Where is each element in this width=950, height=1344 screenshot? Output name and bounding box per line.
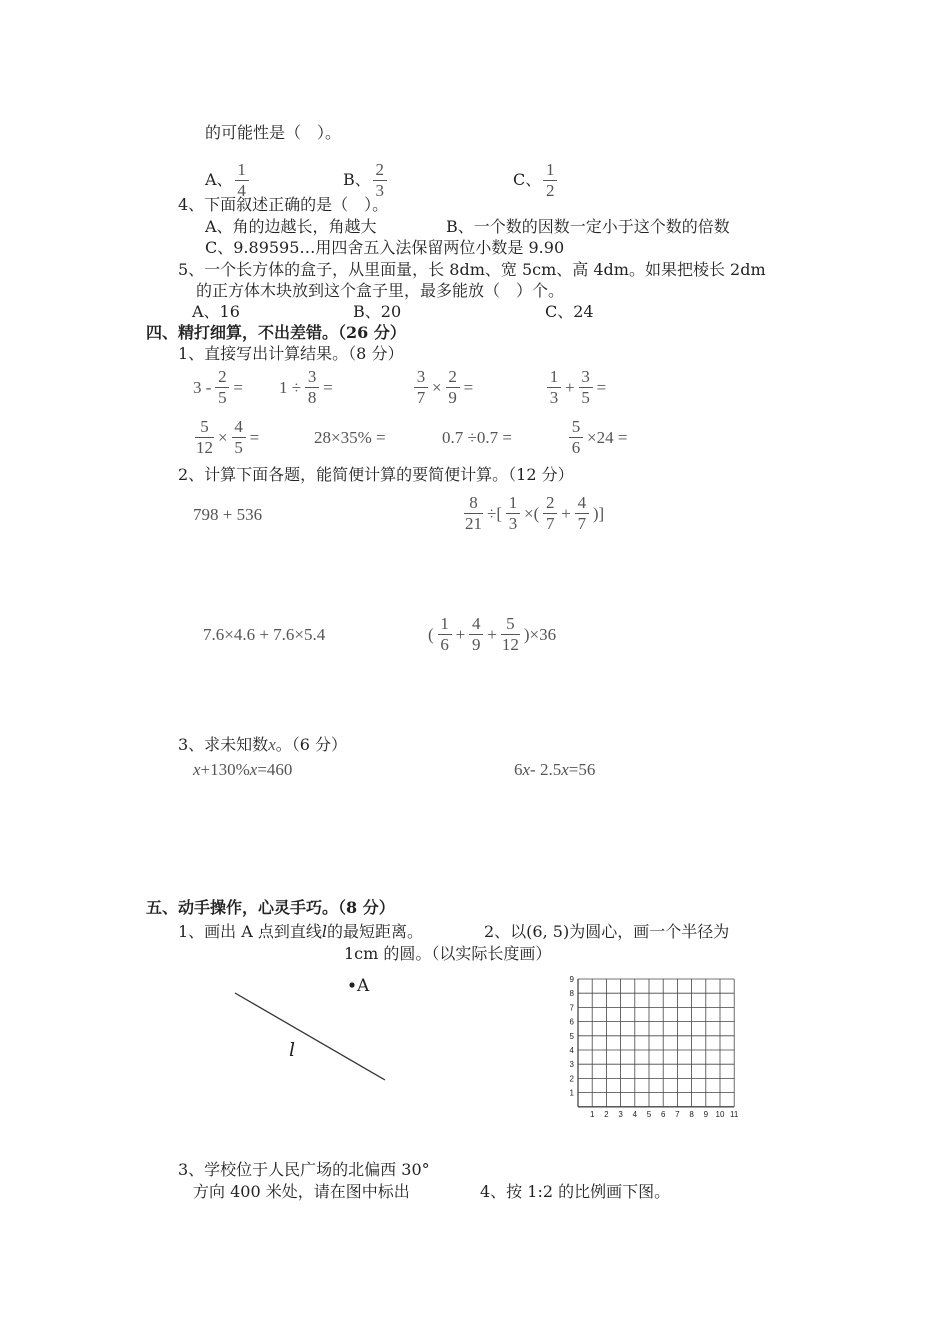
sec5-q1: 1、画出 A 点到直线l的最短距离。: [178, 922, 424, 941]
q5-option-a: A、16: [192, 302, 240, 321]
q3-tail: 的可能性是（ ）。: [205, 123, 342, 142]
simplify-2: $\frac{8}{21}$ ÷[ $\frac{1}{3}$ ×( $\frac{2}{7}$ + $\frac{4}{7}$ )]: [465, 493, 605, 533]
line-l-label: l: [289, 1039, 296, 1061]
simplify-1: 798 + 536: [193, 505, 263, 524]
sec4-part2: 2、计算下面各题，能简便计算的要简便计算。（12 分）: [178, 465, 574, 484]
q5-line1: 5、一个长方体的盒子，从里面量，长 8dm、宽 5cm、高 4dm。如果把棱长 2dm: [178, 260, 766, 279]
point-a-dot: [349, 982, 354, 987]
calc-1: 3 - $\frac{2}{5}$ =: [193, 367, 244, 407]
q4-stem: 4、下面叙述正确的是（ ）。: [178, 195, 389, 214]
grid-y-label: 3: [569, 1060, 574, 1070]
grid-y-label: 7: [569, 1003, 574, 1013]
q4-option-b: B、一个数的因数一定小于这个数的倍数: [446, 217, 730, 236]
grid-x-label: 10: [715, 1109, 725, 1119]
grid-x-label: 9: [703, 1109, 709, 1119]
sec5-q2-line2: 1cm 的圆。（以实际长度画）: [344, 944, 552, 963]
q4-option-c: C、9.89595…用四舍五入法保留两位小数是 9.90: [205, 238, 565, 257]
equation-1: x+130%x=460: [193, 760, 293, 779]
sec5-q4: 4、按 1:2 的比例画下图。: [480, 1182, 671, 1201]
simplify-4: ( $\frac{1}{6}$ + $\frac{4}{9}$ + $\frac{5}{12}$ )×36: [428, 614, 557, 654]
grid-x-label: 11: [730, 1109, 739, 1119]
section-4-title: 四、精打细算，不出差错。（26 分）: [146, 323, 406, 342]
grid-x-label: 4: [632, 1109, 638, 1119]
point-a-label: A: [357, 976, 370, 996]
q3-option-b: B、 $\frac{2}{3}$: [343, 160, 389, 201]
sec4-part3: 3、求未知数x。（6 分）: [178, 735, 348, 754]
q3-frac-a: $\frac{1}{4}$: [235, 160, 249, 201]
calc-2: 1 ÷ $\frac{3}{8}$ =: [279, 367, 333, 407]
grid-y-label: 1: [569, 1088, 574, 1098]
line-l: [235, 993, 385, 1080]
q5-line2: 的正方体木块放到这个盒子里，最多能放（ ）个。: [196, 281, 565, 300]
q3-frac-b: $\frac{2}{3}$: [373, 160, 387, 201]
grid-x-label: 8: [689, 1109, 694, 1119]
sec5-q2: 2、以(6, 5)为圆心，画一个半径为: [484, 922, 730, 941]
grid-x-label: 3: [618, 1109, 623, 1119]
q3-option-c: C、 $\frac{1}{2}$: [513, 160, 559, 201]
grid-y-label: 8: [569, 989, 574, 999]
sec5-q3-line1: 3、学校位于人民广场的北偏西 30°: [178, 1160, 430, 1179]
sec4-part1: 1、直接写出计算结果。（8 分）: [178, 344, 404, 363]
coordinate-grid: [560, 972, 745, 1122]
q4-option-a: A、角的边越长，角越大: [205, 217, 377, 236]
grid-x-label: 5: [646, 1109, 652, 1119]
grid-x-label: 1: [589, 1109, 595, 1119]
calc-8: $\frac{5}{6}$ ×24 =: [567, 417, 627, 458]
calc-4: $\frac{1}{3}$ + $\frac{3}{5}$ =: [545, 367, 606, 408]
q5-option-b: B、20: [353, 302, 402, 321]
q5-option-c: C、24: [545, 302, 594, 321]
grid-x-label: 6: [660, 1109, 666, 1119]
grid-x-label: 2: [604, 1109, 609, 1119]
grid-y-label: 6: [569, 1017, 574, 1027]
grid-x-label: 7: [675, 1109, 680, 1119]
sec5-q3-line2: 方向 400 米处，请在图中标出: [193, 1182, 410, 1201]
q3-frac-c: $\frac{1}{2}$: [543, 160, 557, 201]
calc-3: $\frac{3}{7}$ × $\frac{2}{9}$ =: [412, 367, 473, 408]
calc-5: $\frac{5}{12}$ × $\frac{4}{5}$ =: [196, 417, 260, 457]
grid-y-label: 2: [569, 1074, 574, 1084]
equation-2: 6x- 2.5x=56: [514, 760, 596, 779]
grid-y-label: 9: [569, 975, 574, 984]
calc-6: 28×35% =: [314, 428, 386, 447]
section-5-title: 五、动手操作，心灵手巧。（8 分）: [146, 898, 395, 917]
grid-y-label: 5: [569, 1031, 574, 1041]
q3-option-a: A、 $\frac{1}{4}$: [205, 160, 251, 201]
line-l-diagram: [225, 970, 400, 1090]
calc-7: 0.7 ÷0.7 =: [442, 428, 512, 447]
grid-y-label: 4: [569, 1046, 574, 1055]
simplify-3: 7.6×4.6 + 7.6×5.4: [203, 625, 326, 644]
